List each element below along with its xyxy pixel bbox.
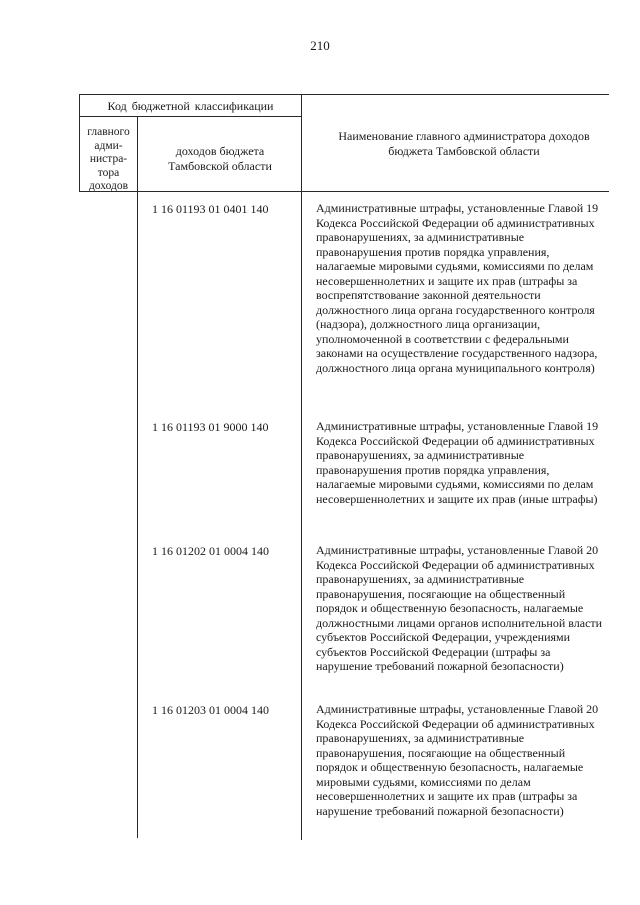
table-row-code: 1 16 01202 01 0004 140: [152, 544, 269, 558]
table-top-border: [79, 94, 609, 95]
page-number: 210: [310, 38, 330, 53]
table-row-name: Административные штрафы, установленные Главой 20 Кодекса Российской Федерации об административных правонарушениях, за административные правонарушения, посягающие на общественный порядок и общественную безопасность, налагаемые мировыми судьями, комиссиями по делам несовершеннолетних и защите их прав (штрафы за нарушение требований пожарной безопасности): [316, 702, 599, 818]
header-income-column: доходов бюджета Тамбовской области: [168, 144, 272, 173]
table-row-code: 1 16 01193 01 9000 140: [152, 420, 269, 434]
header-bottom-border: [79, 191, 609, 192]
admin-column-divider: [137, 116, 138, 838]
table-row-code: 1 16 01203 01 0004 140: [152, 703, 269, 717]
header-group-label: Код бюджетной классификации: [107, 99, 274, 113]
table-row-name: Административные штрафы, установленные Главой 19 Кодекса Российской Федерации об административных правонарушениях, за административные правонарушения против порядка управления, налагаемые мировыми судьями, комиссиями по делам несовершеннолетних и защите их прав (штрафы за воспрепятствование законной деятельности должностного лица органа государственного контроля (надзора), должностного лица организации, уполномоченной в соответствии с федеральными законами на осуществление государственного надзора, должностного лица органа муниципального контроля): [316, 201, 599, 375]
table-row-name: Административные штрафы, установленные Главой 19 Кодекса Российской Федерации об административных правонарушениях, за административные правонарушения против порядка управления, налагаемые мировыми судьями, комиссиями по делам несовершеннолетних и защите их прав (иные штрафы): [316, 419, 599, 506]
table-row-code: 1 16 01193 01 0401 140: [152, 202, 269, 216]
table-row-name: Административные штрафы, установленные Главой 20 Кодекса Российской Федерации об административных правонарушениях, за административные правонарушения, посягающие на общественный порядок и общественную безопасность, налагаемые должностными лицами органов исполнительной власти субъектов Российской Федерации, учреждениями субъектов Российской Федерации (штрафы за нарушение требований пожарной безопасности): [316, 543, 603, 673]
header-admin-column: главного адми-нистра-тора доходов: [87, 126, 130, 192]
header-name-column: Наименование главного администратора доходов бюджета Тамбовской области: [338, 129, 590, 158]
header-group-divider: [79, 116, 301, 117]
